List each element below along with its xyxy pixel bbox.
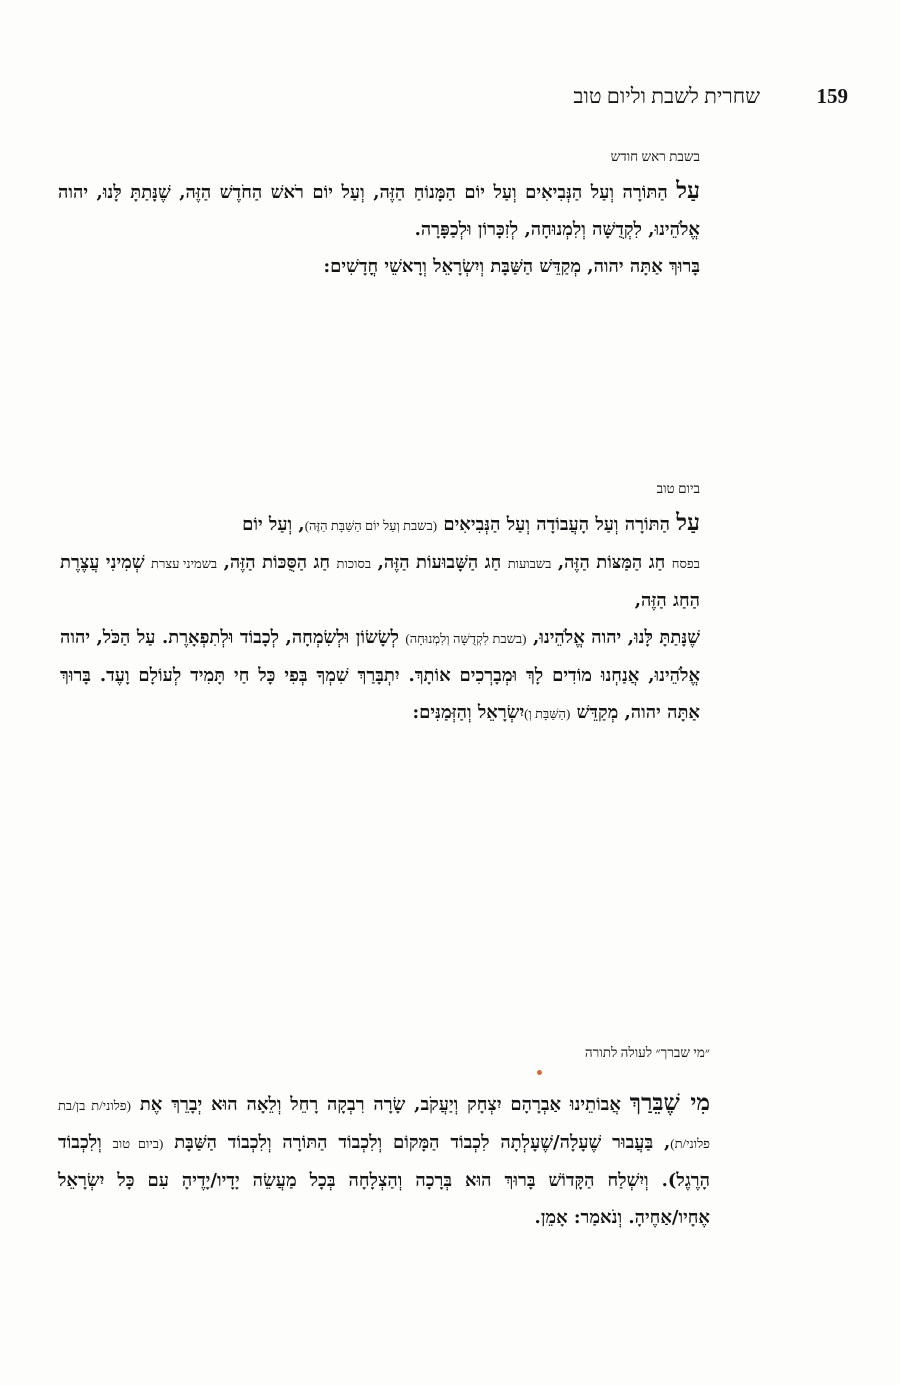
yom-tov-line3c: יִשְׂרָאֵל וְהַזְּמַנִּים:: [412, 702, 525, 723]
running-head: [66, 78, 850, 118]
pesach-text: חַג הַמַּצּוֹת הַזֶּה,: [557, 552, 666, 573]
shavuot-note: בשבועות: [507, 556, 552, 571]
yom-tov-blessing: [60, 504, 700, 732]
shemini-text: שְׁמִינִי עֲצֶרֶת הַחַג הַזֶּה,: [60, 552, 700, 611]
pesach-note: בפסח: [671, 556, 700, 571]
yom-tov-shabbat-note-2: (בשבת לִקְדֻשָּׁה וְלִמְנוּחָה): [405, 631, 527, 646]
yom-tov-shabbat-note-1: (בשבת וְעַל יוֹם הַשַּׁבָּת הַזֶּה): [304, 518, 438, 533]
page-number: 159: [816, 84, 848, 108]
shavuot-text: חַג הַשָּׁבוּעוֹת הַזֶּה,: [377, 552, 502, 573]
rosh-chodesh-blessing: [58, 172, 700, 248]
mi-sheberach-blessing: [58, 1084, 710, 1236]
running-title: שחרית לשבת וליום טוב: [573, 84, 760, 108]
yom-tov-line1b: , וְעַל יוֹם: [242, 514, 305, 535]
shemini-note: בשמיני עצרת: [151, 556, 218, 571]
name-placeholder-note: (פלוני/ת בן/בת פלוני/ת): [58, 1098, 710, 1151]
mi-sheberach-text3: וְלִכְבוֹד הָרֶגֶל). וְיִשְׁלַח הַקָּדוֹשׁ בָּרוּךְ הוּא בְּרָכָה וְהַצְלָחָה בְּכָל מַעֲשֵׂה יָדָיו/יָדֶיהָ עִם כָּל יִשְׂרָאֵל אֶחָיו/אַחֶיהָ. וְנֹאמַר: אָמֵן.: [58, 1132, 710, 1228]
yom-tov-line1: הַתּוֹרָה וְעַל הָעֲבוֹדָה וְעַל הַנְּבִיאִים: [443, 514, 670, 535]
mi-sheberach-text1: אֲבוֹתֵינוּ אַבְרָהָם יִצְחָק וְיַעֲקֹב, שָׂרָה רִבְקָה רָחֵל וְלֵאָה הוּא יְבָרֵךְ אֶת: [139, 1094, 621, 1115]
yom-tov-opening-word: עַל: [676, 509, 700, 536]
rosh-chodesh-closing: בָּרוּךְ אַתָּה יהוה, מְקַדֵּשׁ הַשַּׁבָּת וְיִשְׂרָאֵל וְרָאשֵׁי חֳדָשִׁים:: [323, 256, 700, 277]
sukkot-note: בסוכות: [336, 556, 372, 571]
mi-sheberach-opening: מִי שֶׁבֵּרַךְ: [629, 1089, 711, 1116]
mi-sheberach-text2: , בַּעֲבוּר שֶׁעָלָה/שֶׁעָלְתָה לִכְבוֹד הַמָּקוֹם וְלִכְבוֹד הַתּוֹרָה וְלִכְבוֹד הַשַּׁבָּת: [174, 1132, 671, 1153]
yom-tov-shabbat-note-3: (הַשַּׁבָּת וְ): [524, 706, 571, 721]
mi-sheberach-label: ״מי שברך״ לעולה לתורה: [584, 1045, 710, 1060]
rosh-chodesh-section: [58, 148, 700, 285]
rosh-chodesh-label: בשבת ראש חודש: [610, 149, 700, 164]
yom-tov-note: (ביום טוב: [112, 1136, 164, 1151]
mi-sheberach-section: [58, 1044, 710, 1236]
rosh-chodesh-opening-word: עַל: [676, 177, 700, 204]
yom-tov-line3b: לְשָׂשׂוֹן וּלְשִׂמְחָה, לְכָבוֹד וּלְתִפְאָרֶת. עַל הַכֹּל, יהוה אֱלֹהֵינוּ, אֲנַחְנוּ מוֹדִים לָךְ וּמְבָרְכִים אוֹתָךְ. יִתְבָּרַךְ שִׁמְךָ בְּפִי כָּל חַי תָּמִיד לְעוֹלָם וָעֶד. בָּרוּךְ אַתָּה יהוה, מְקַדֵּשׁ: [60, 627, 700, 723]
sukkot-text: חַג הַסֻּכּוֹת הַזֶּה,: [223, 552, 331, 573]
yom-tov-line3: שֶׁנָּתַתָּ לָּנוּ, יהוה אֱלֹהֵינוּ,: [532, 627, 700, 648]
yom-tov-section: [60, 480, 700, 732]
rosh-chodesh-text: הַתּוֹרָה וְעַל הַנְּבִיאִים וְעַל יוֹם הַמָּנוֹחַ הַזֶּה, וְעַל יוֹם רֹאשׁ הַחֹדֶשׁ הַזֶּה, שֶׁנָּתַתָּ לָּנוּ, יהוה אֱלֹהֵינוּ, לִקְדֻשָּׁה וְלִמְנוּחָה, לְזִכָּרוֹן וּלְכַפָּרָה.: [58, 182, 700, 240]
yom-tov-label: ביום טוב: [656, 481, 700, 496]
